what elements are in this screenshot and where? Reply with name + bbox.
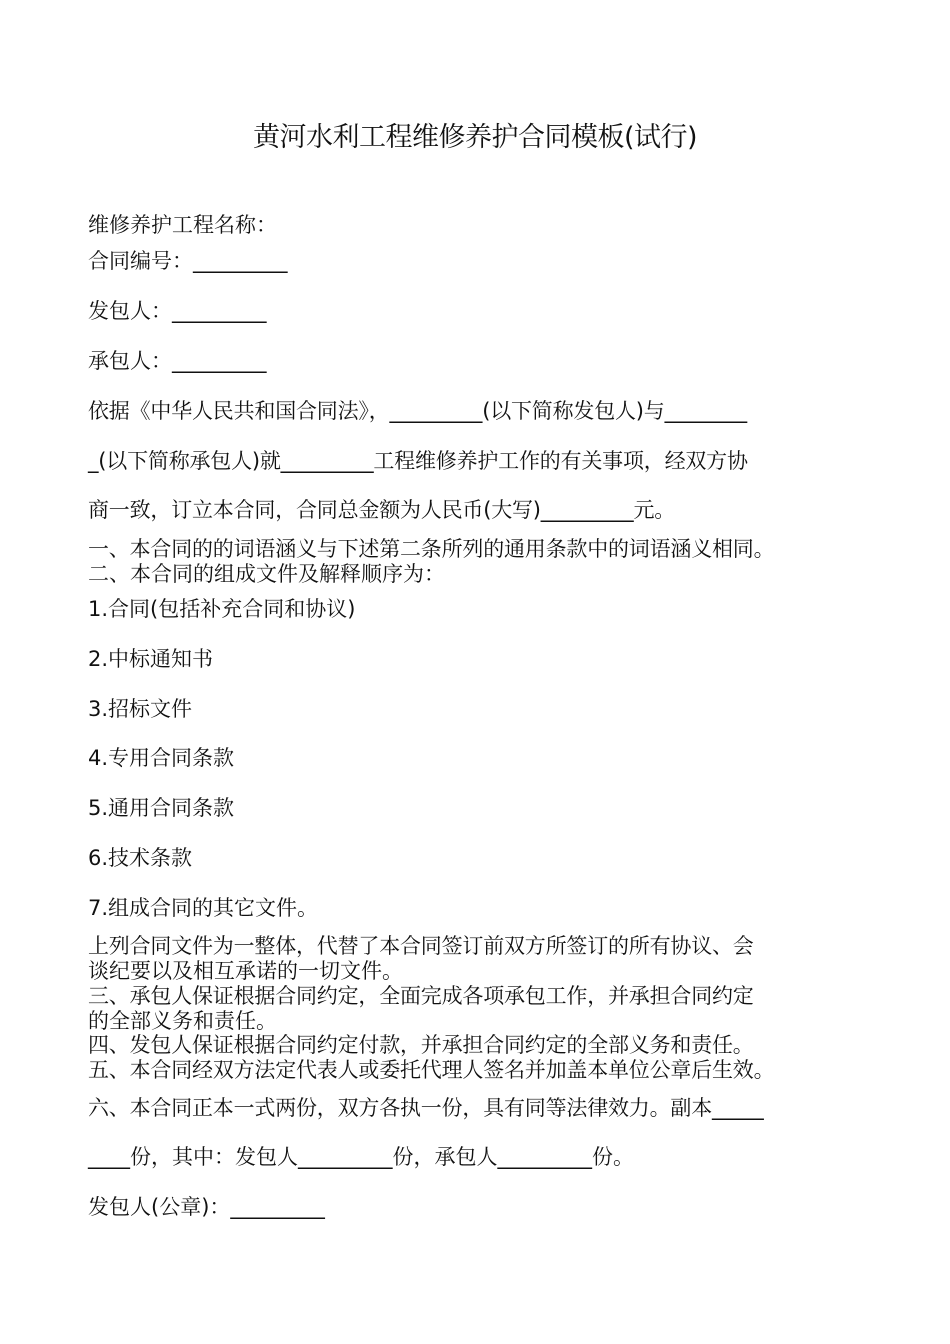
clause-3-line-1: 三、承包人保证根据合同约定，全面完成各项承包工作，并承担合同约定 [88, 984, 754, 1008]
document-item-4: 4.专用合同条款 [88, 746, 235, 770]
employer-seal-line: 发包人(公章)：_________ [88, 1195, 325, 1219]
clause-3-line-2: 的全部义务和责任。 [88, 1009, 277, 1033]
document-item-2: 2.中标通知书 [88, 647, 214, 671]
document-item-3: 3.招标文件 [88, 697, 193, 721]
document-item-1: 1.合同(包括补充合同和协议) [88, 597, 356, 621]
employer-line: 发包人：_________ [88, 299, 267, 323]
whole-contract-paragraph-line-1: 上列合同文件为一整体，代替了本合同签订前双方所签订的所有协议、会 [88, 934, 754, 958]
project-name-line: 维修养护工程名称： [88, 213, 277, 237]
basis-paragraph-line-2: _(以下简称承包人)就_________工程维修养护工作的有关事项，经双方协 [88, 449, 748, 473]
document-item-5: 5.通用合同条款 [88, 796, 235, 820]
clause-1: 一、本合同的的词语涵义与下述第二条所列的通用条款中的词语涵义相同。 [88, 537, 775, 561]
basis-paragraph-line-3: 商一致，订立本合同，合同总金额为人民币(大写)_________元。 [88, 498, 676, 522]
clause-6-line-1: 六、本合同正本一式两份，双方各执一份，具有同等法律效力。副本_____ [88, 1096, 764, 1120]
clause-4: 四、发包人保证根据合同约定付款，并承担合同约定的全部义务和责任。 [88, 1033, 754, 1057]
basis-paragraph-line-1: 依据《中华人民共和国合同法》，_________(以下简称发包人)与________ [88, 399, 747, 423]
document-item-7: 7.组成合同的其它文件。 [88, 896, 319, 920]
clause-6-line-2: ____份，其中：发包人_________份，承包人_________份。 [88, 1145, 634, 1169]
document-item-6: 6.技术条款 [88, 846, 193, 870]
contractor-line: 承包人：_________ [88, 349, 267, 373]
document-title: 黄河水利工程维修养护合同模板(试行) [252, 122, 698, 153]
clause-5: 五、本合同经双方法定代表人或委托代理人签名并加盖本单位公章后生效。 [88, 1058, 775, 1082]
clause-2: 二、本合同的组成文件及解释顺序为： [88, 562, 445, 586]
whole-contract-paragraph-line-2: 谈纪要以及相互承诺的一切文件。 [88, 959, 403, 983]
contract-number-line: 合同编号：_________ [88, 249, 288, 273]
